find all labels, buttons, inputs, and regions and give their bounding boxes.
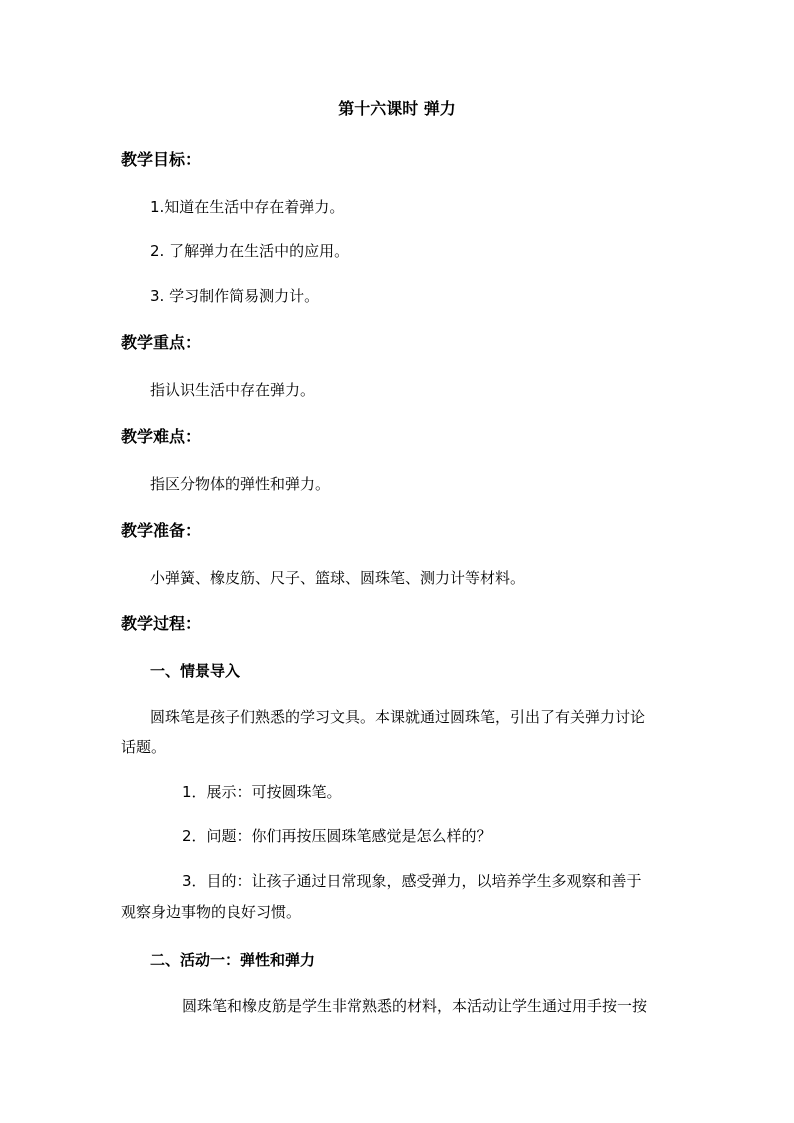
preparation-text: 小弹簧、橡皮筋、尺子、篮球、圆珠笔、测力计等材料。: [150, 569, 526, 587]
section-1-item-3-line-1: 3．目的：让孩子通过日常现象，感受弹力，以培养学生多观察和善于: [182, 872, 642, 890]
section-1-item-2: 2．问题：你们再按压圆珠笔感觉是怎么样的？: [182, 827, 492, 845]
section-2-heading: 二、活动一：弹性和弹力: [150, 951, 316, 969]
section-1-item-3-line-2: 观察身边事物的良好习惯。: [121, 903, 302, 921]
section-1-intro-line-2: 话题。: [121, 738, 167, 756]
goal-item-1: 1.知道在生活中存在着弹力。: [150, 198, 345, 216]
goal-item-2: 2. 了解弹力在生活中的应用。: [150, 242, 350, 260]
page-title: 第十六课时 弹力: [338, 99, 456, 118]
section-1-heading: 一、情景导入: [150, 662, 241, 680]
goals-heading: 教学目标：: [121, 150, 202, 169]
preparation-heading: 教学准备：: [121, 521, 202, 540]
key-points-heading: 教学重点：: [121, 333, 202, 352]
section-2-line-1: 圆珠笔和橡皮筋是学生非常熟悉的材料，本活动让学生通过用手按一按: [182, 997, 648, 1015]
key-points-text: 指认识生活中存在弹力。: [150, 381, 316, 399]
process-heading: 教学过程：: [121, 614, 202, 633]
section-1-intro-line-1: 圆珠笔是孩子们熟悉的学习文具。本课就通过圆珠笔，引出了有关弹力讨论: [150, 708, 646, 726]
goal-item-3: 3. 学习制作简易测力计。: [150, 287, 320, 305]
difficulty-text: 指区分物体的弹性和弹力。: [150, 475, 331, 493]
section-1-item-1: 1．展示：可按圆珠笔。: [182, 783, 342, 801]
difficulty-heading: 教学难点：: [121, 427, 202, 446]
